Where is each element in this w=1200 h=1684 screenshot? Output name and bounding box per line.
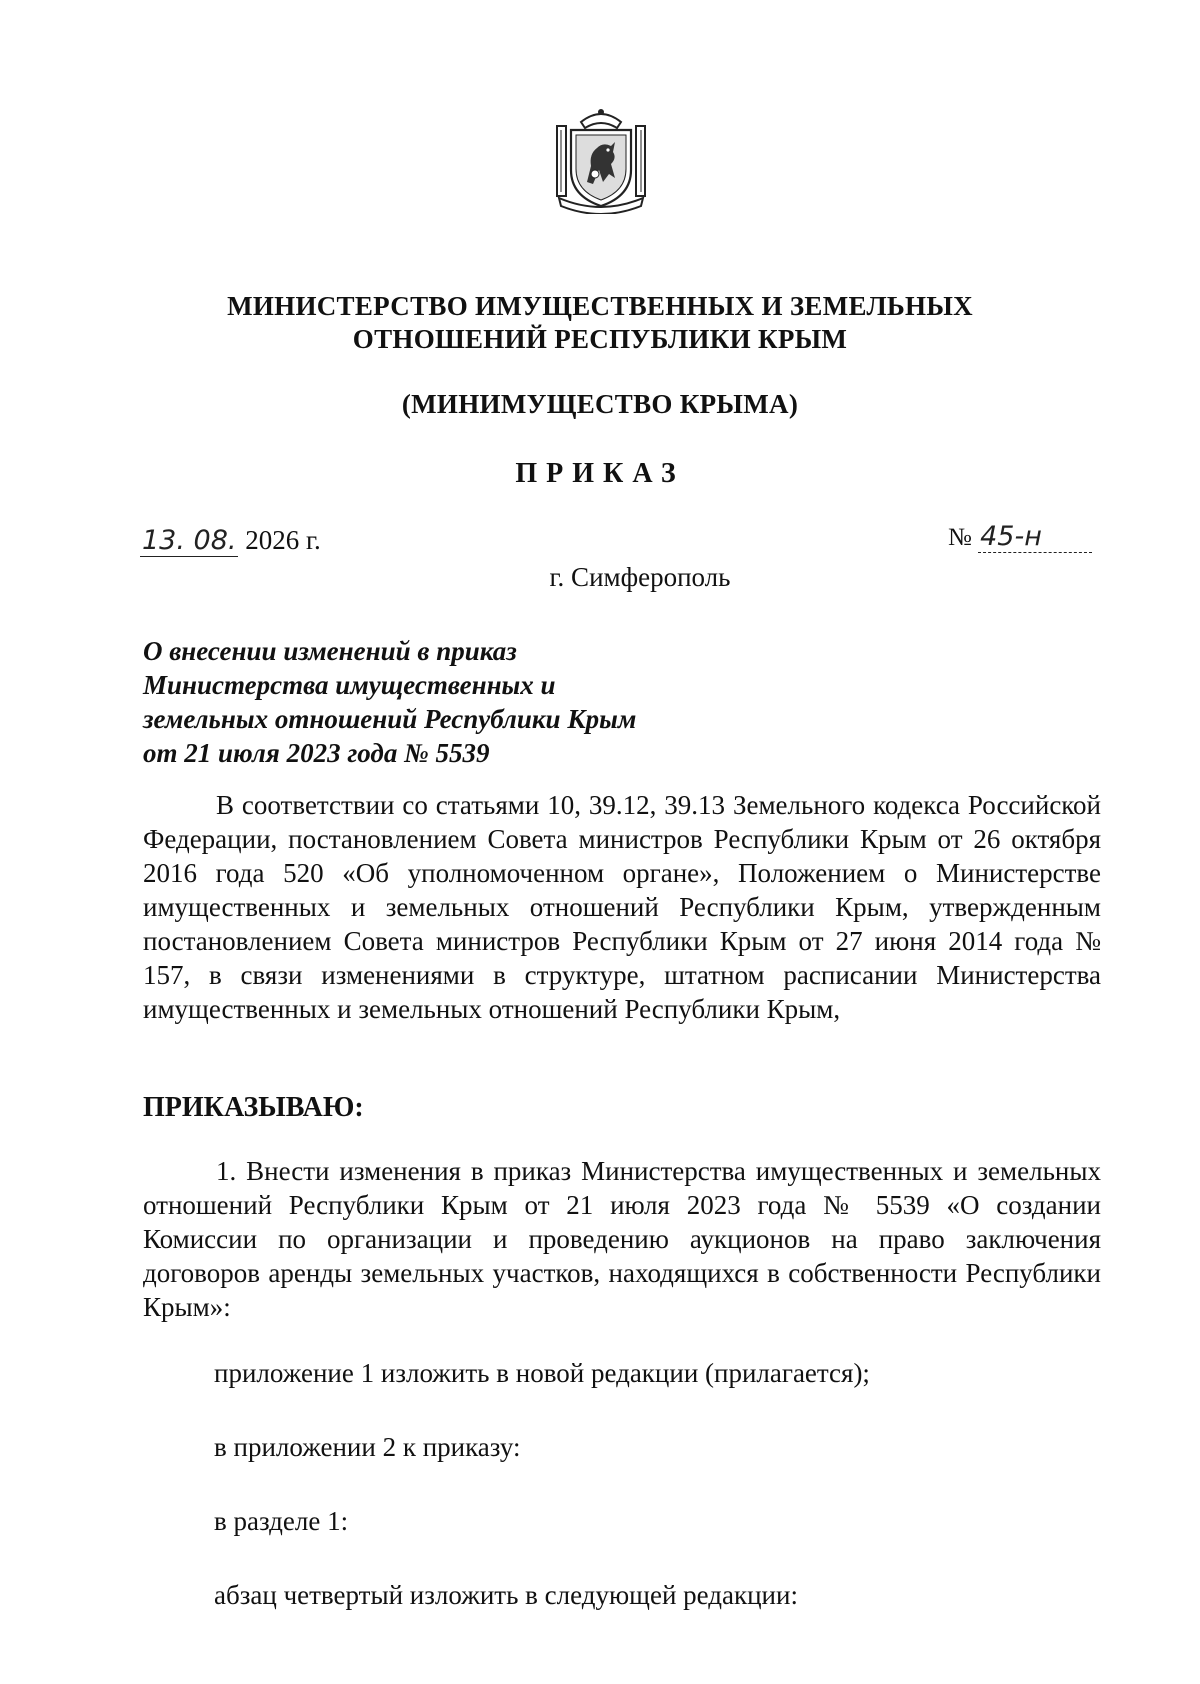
subject-line2: Министерства имущественных и: [143, 670, 556, 700]
document-number: [948, 521, 1092, 555]
ministry-name-line1: МИНИСТЕРСТВО ИМУЩЕСТВЕННЫХ И ЗЕМЕЛЬНЫХ: [227, 291, 973, 321]
document-type-title: ПРИКАЗ: [515, 458, 685, 489]
ministry-short-name: (МИНИМУЩЕСТВО КРЫМА): [401, 389, 799, 419]
number-handwritten: 45-н: [978, 522, 1092, 553]
date-year: 2026 г.: [245, 525, 321, 555]
document-subject: [143, 634, 703, 770]
ministry-name-line2: ОТНОШЕНИЙ РЕСПУБЛИКИ КРЫМ: [352, 324, 848, 354]
number-label: №: [948, 524, 972, 551]
document-date: [140, 523, 321, 557]
body-line-4: абзац четвертый изложить в следующей редакции:: [214, 1580, 798, 1610]
body-line-3: в разделе 1:: [214, 1506, 349, 1536]
subject-line3: земельных отношений Республики Крым: [143, 704, 637, 734]
document-city: г. Симферополь: [549, 562, 731, 592]
ministry-name: [100, 290, 1100, 356]
date-handwritten: 13. 08.: [142, 525, 237, 556]
coat-of-arms-emblem: [551, 104, 651, 214]
order-item-1: 1. Внести изменения в приказ Министерства имущественных и земельных отношений Республики Крым от 21 июля 2023 года № 5539 «О создании Комиссии по организации и проведению аукционов на право заключения договоров аренды земельных участков, находящихся в собственности Республики Крым»:: [143, 1156, 1101, 1322]
preamble-paragraph: В соответствии со статьями 10, 39.12, 39.13 Земельного кодекса Российской Федерации, постановлением Совета министров Республики Крым от 26 октября 2016 года 520 «Об уполномоченном органе», Положением о Министерстве имущественных и земельных отношений Республики Крым, утвержденным постановлением Совета министров Республики Крым от 27 июня 2014 года № 157, в связи изменениями в структуре, штатном расписании Министерства имущественных и земельных отношений Республики Крым,: [143, 790, 1101, 1024]
subject-line4: от 21 июля 2023 года № 5539: [143, 738, 490, 768]
body-line-1: приложение 1 изложить в новой редакции (прилагается);: [214, 1358, 870, 1388]
subject-line1: О внесении изменений в приказ: [143, 636, 517, 666]
body-line-2: в приложении 2 к приказу:: [214, 1432, 521, 1462]
order-word: ПРИКАЗЫВАЮ:: [143, 1092, 364, 1123]
